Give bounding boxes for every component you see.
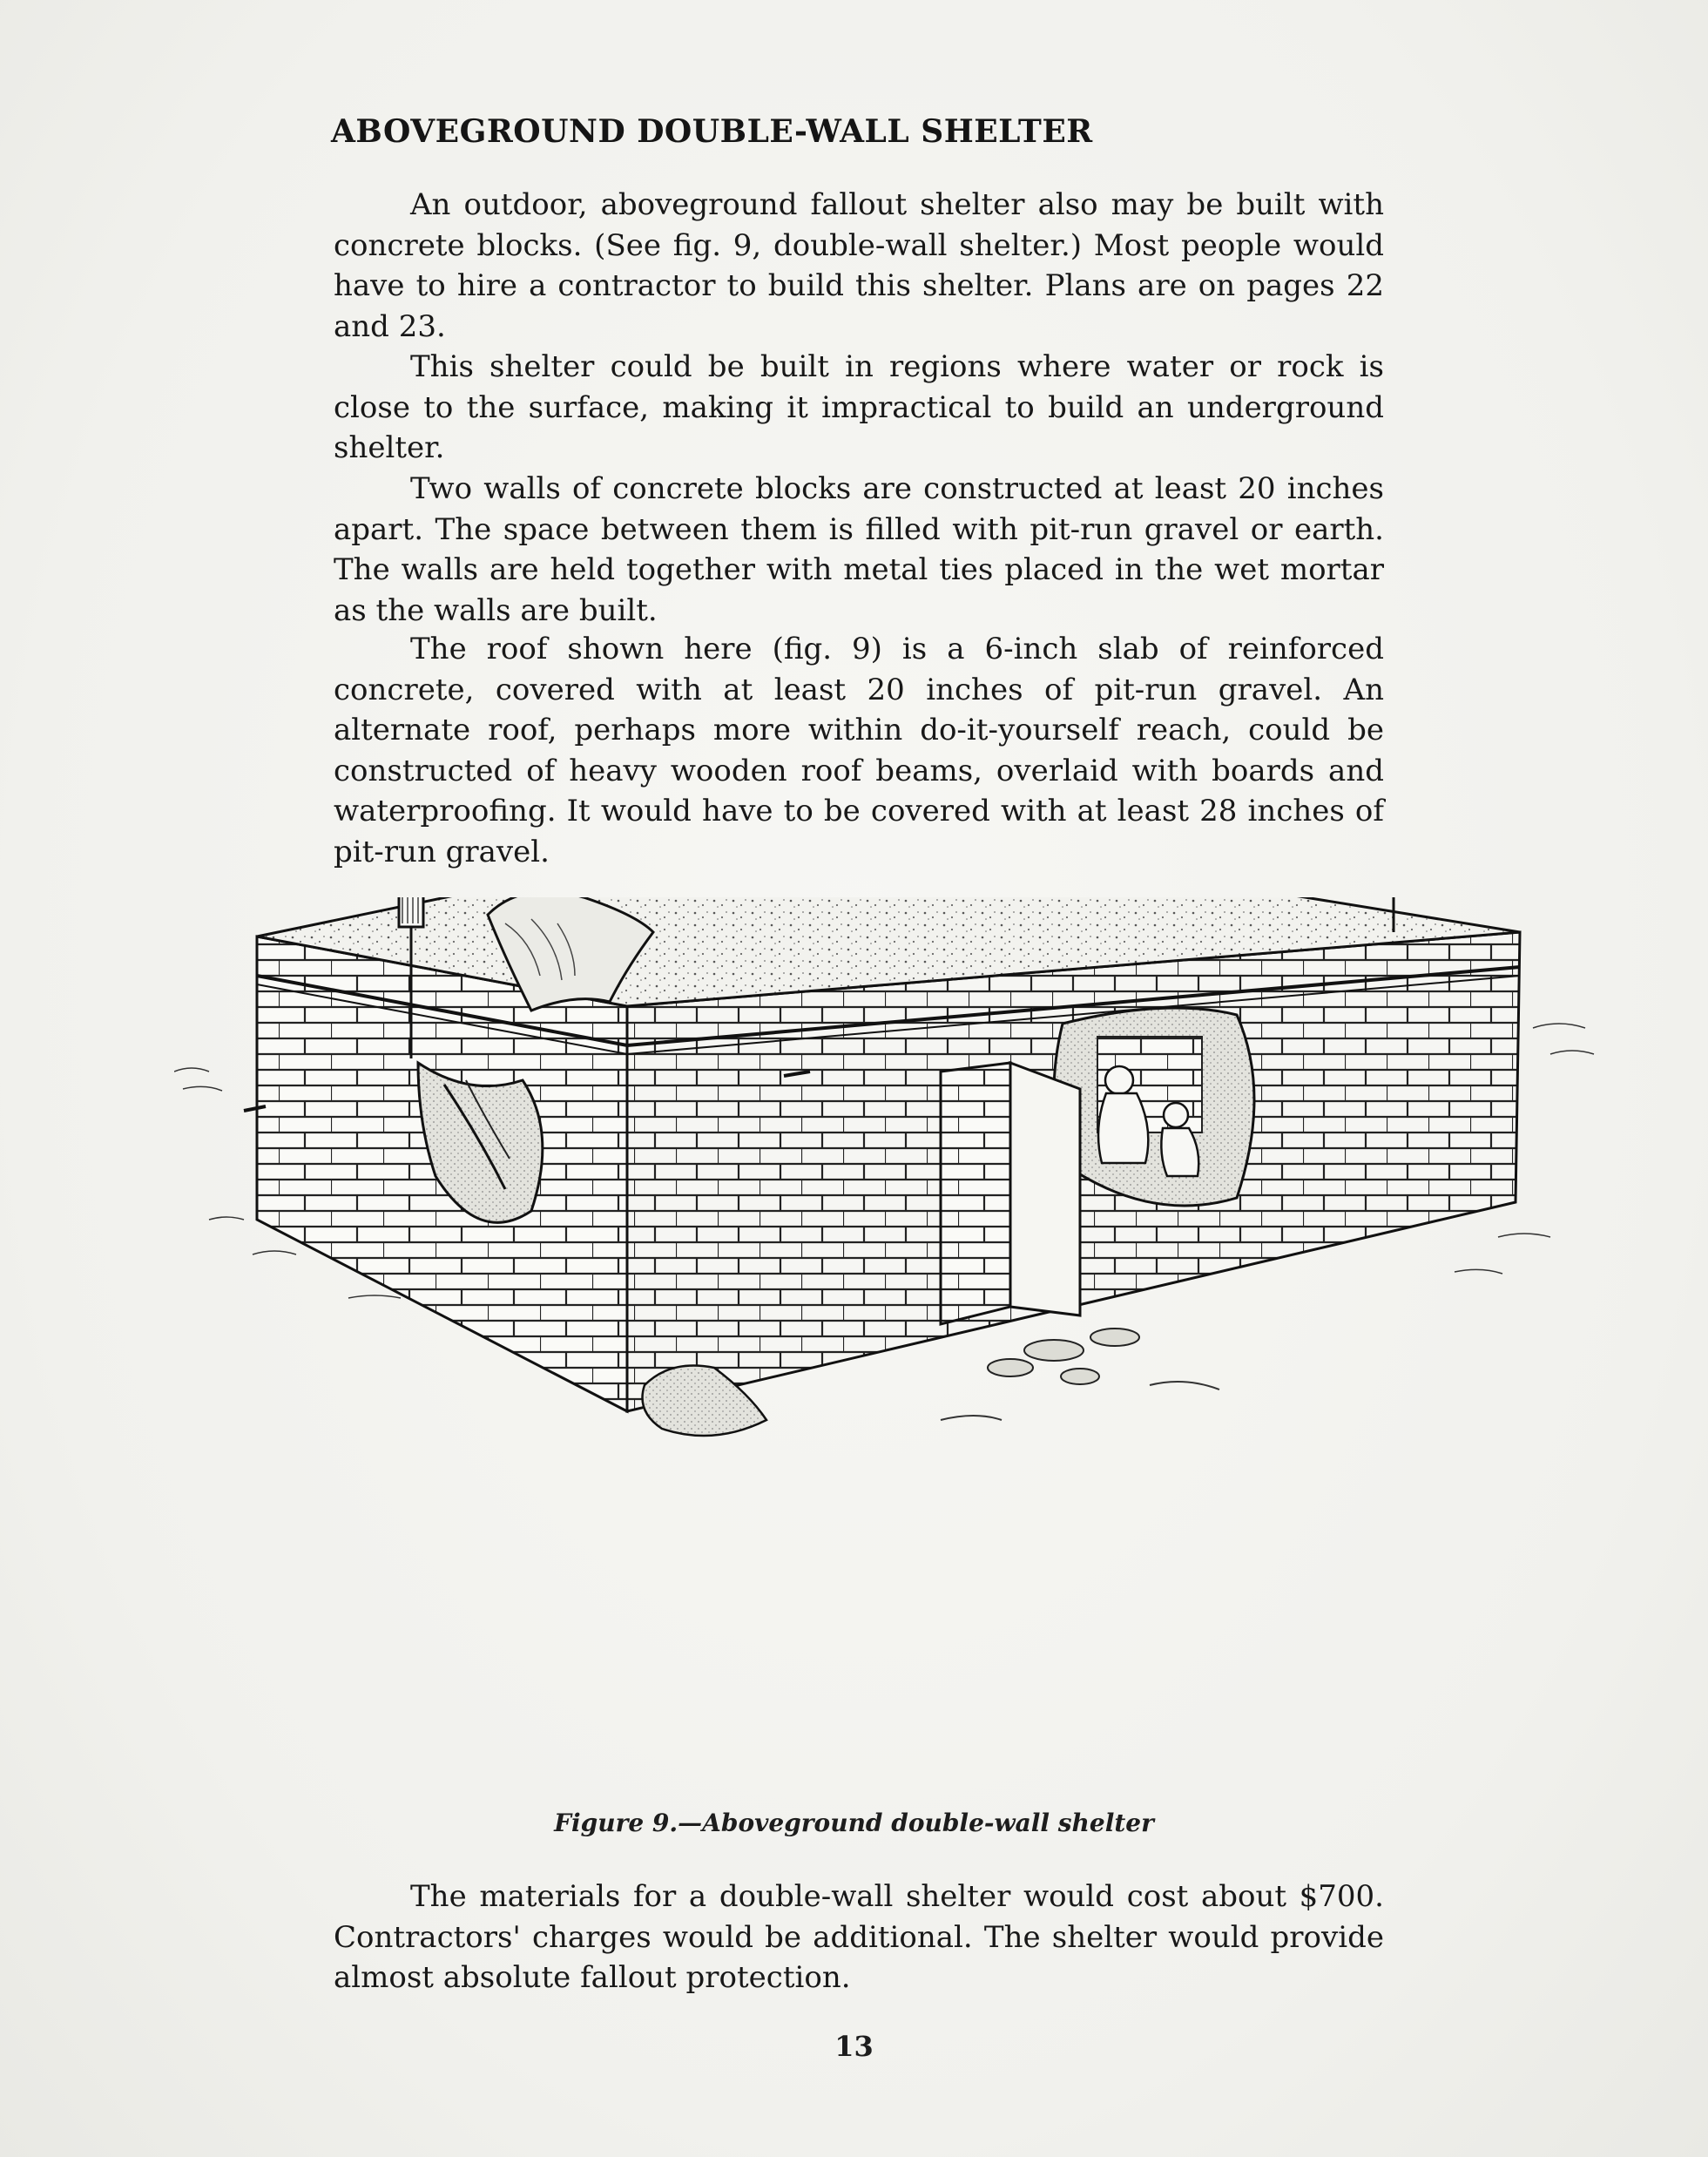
- entrance-doorway: [941, 1063, 1010, 1324]
- page-heading: ABOVEGROUND DOUBLE-WALL SHELTER: [331, 113, 1093, 150]
- shelter-illustration: [174, 897, 1655, 1768]
- paragraph-walls: Two walls of concrete blocks are constructed at least 20 inches apart. The space between them is filled with pit-run gravel or earth. The walls are held together with metal ties placed in the wet mortar as the walls are built.: [334, 471, 1384, 628]
- stepping-stones: [988, 1329, 1139, 1384]
- paragraph-location: This shelter could be built in regions where water or rock is close to the surface, making it impractical to build an underground shelter.: [334, 349, 1384, 465]
- page-number: 13: [834, 2030, 874, 2063]
- entrance-door: [1010, 1063, 1080, 1315]
- paragraph-intro: An outdoor, aboveground fallout shelter also may be built with concrete blocks. (See fig. 9, double-wall shelter.) Most people would have to hire a contractor to build this shelter. Plans are on pages 22 and 23.: [334, 187, 1384, 344]
- paragraph-roof: The roof shown here (fig. 9) is a 6-inch slab of reinforced concrete, covered with at least 20 inches of pit-run gravel. An alternate roof, perhaps more within do-it-yourself reach, could be constructed of heavy wooden roof beams, overlaid with boards and waterproofing. It would have to be covered with at least 28 inches of pit-run gravel.: [334, 632, 1384, 869]
- figure-caption: Figure 9.—Aboveground double-wall shelter: [554, 1809, 1154, 1837]
- paragraph-cost: The materials for a double-wall shelter would cost about $700. Contractors' charges would be additional. The shelter would provide almost absolute fallout protection.: [334, 1879, 1384, 1995]
